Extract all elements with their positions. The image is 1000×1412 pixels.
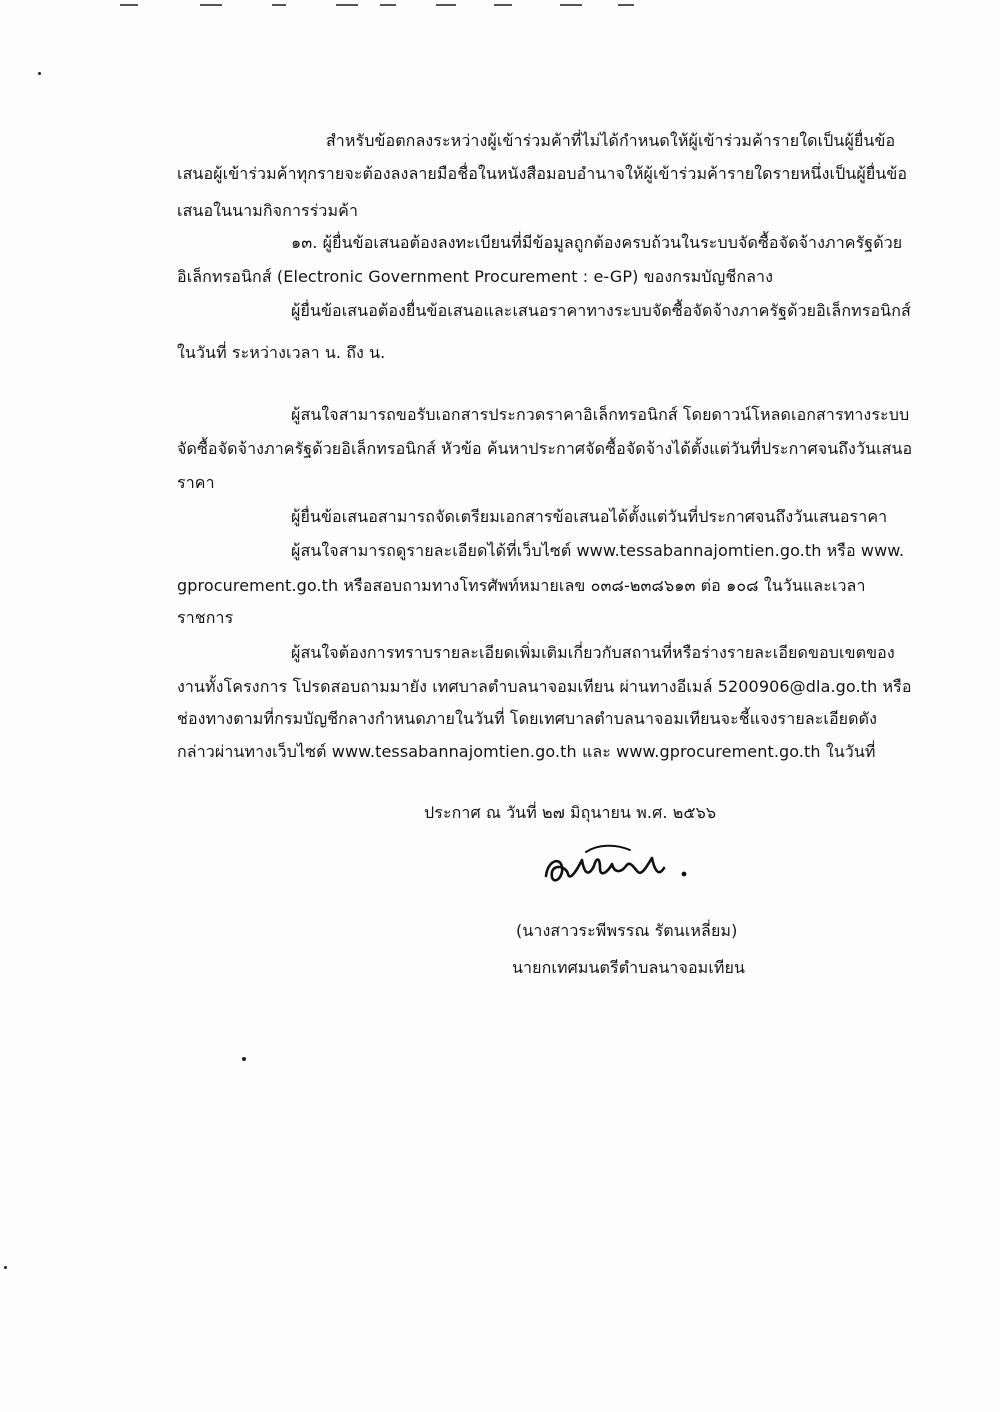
scan-mark: [272, 4, 286, 6]
body-line: ๑๓. ผู้ยื่นข้อเสนอต้องลงทะเบียนที่มีข้อมูลถูกต้องครบถ้วนในระบบจัดซื้อจัดจ้างภาครัฐด้วย: [291, 233, 903, 252]
body-line: ในวันที่ ระหว่างเวลา น. ถึง น.: [177, 343, 386, 362]
scan-mark: [618, 4, 634, 6]
scan-speck: [242, 1057, 246, 1061]
body-line: สำหรับข้อตกลงระหว่างผู้เข้าร่วมค้าที่ไม่ได้กำหนดให้ผู้เข้าร่วมค้ารายใดเป็นผู้ยื่นข้อ: [326, 131, 896, 150]
scan-mark: [494, 4, 512, 6]
scan-speck: [4, 1266, 7, 1269]
body-line: ผู้สนใจสามารถดูรายละเอียดได้ที่เว็บไซต์ www.tessabannajomtien.go.th หรือ www.: [291, 541, 905, 560]
body-line: ราคา: [177, 473, 215, 492]
signer-name: (นางสาวระพีพรรณ รัตนเหลี่ยม): [516, 921, 738, 940]
body-line: ช่องทางตามที่กรมบัญชีกลางกำหนดภายในวันที่ โดยเทศบาลตำบลนาจอมเทียนจะชี้แจงรายละเอียดดัง: [177, 709, 878, 728]
body-line: งานทั้งโครงการ โปรดสอบถามมายัง เทศบาลตำบลนาจอมเทียน ผ่านทางอีเมล์ 5200906@dla.go.th หรือ: [177, 677, 912, 696]
announcement-date: ประกาศ ณ วันที่ ๒๗ มิถุนายน พ.ศ. ๒๕๖๖: [424, 803, 717, 822]
body-line: ผู้สนใจสามารถขอรับเอกสารประกวดราคาอิเล็กทรอนิกส์ โดยดาวน์โหลดเอกสารทางระบบ: [291, 405, 910, 424]
scan-mark: [436, 4, 456, 6]
signer-title: นายกเทศมนตรีตำบลนาจอมเทียน: [512, 958, 746, 977]
body-line: ราชการ: [177, 608, 234, 627]
body-line: จัดซื้อจัดจ้างภาครัฐด้วยอิเล็กทรอนิกส์ หัวข้อ ค้นหาประกาศจัดซื้อจัดจ้างได้ตั้งแต่วันที่ประกาศจนถึงวันเสนอ: [177, 439, 913, 458]
body-line: กล่าวผ่านทางเว็บไซต์ www.tessabannajomtien.go.th และ www.gprocurement.go.th ในวันที่: [177, 742, 876, 761]
scan-mark: [336, 4, 358, 6]
handwritten-signature: [538, 838, 708, 900]
body-line: เสนอในนามกิจการร่วมค้า: [177, 201, 359, 220]
scan-mark: [120, 4, 138, 6]
body-line: ผู้ยื่นข้อเสนอสามารถจัดเตรียมเอกสารข้อเสนอได้ตั้งแต่วันที่ประกาศจนถึงวันเสนอราคา: [291, 507, 888, 526]
body-line: เสนอผู้เข้าร่วมค้าทุกรายจะต้องลงลายมือชื่อในหนังสือมอบอำนาจให้ผู้เข้าร่วมค้ารายใดรายหนึ่งเป็นผู้ยื่นข้อ: [177, 164, 908, 183]
scan-speck: [38, 72, 41, 75]
body-line: ผู้ยื่นข้อเสนอต้องยื่นข้อเสนอและเสนอราคาทางระบบจัดซื้อจัดจ้างภาครัฐด้วยอิเล็กทรอนิกส์: [291, 301, 911, 320]
scan-mark: [380, 4, 396, 6]
scan-mark: [200, 4, 222, 6]
scan-mark: [560, 4, 582, 6]
body-line: อิเล็กทรอนิกส์ (Electronic Government Procurement : e-GP) ของกรมบัญชีกลาง: [177, 267, 774, 286]
body-line: gprocurement.go.th หรือสอบถามทางโทรศัพท์หมายเลข ๐๓๘-๒๓๘๖๑๓ ต่อ ๑๐๘ ในวันและเวลา: [177, 576, 866, 595]
body-line: ผู้สนใจต้องการทราบรายละเอียดเพิ่มเติมเกี่ยวกับสถานที่หรือร่างรายละเอียดขอบเขตของ: [291, 643, 895, 662]
